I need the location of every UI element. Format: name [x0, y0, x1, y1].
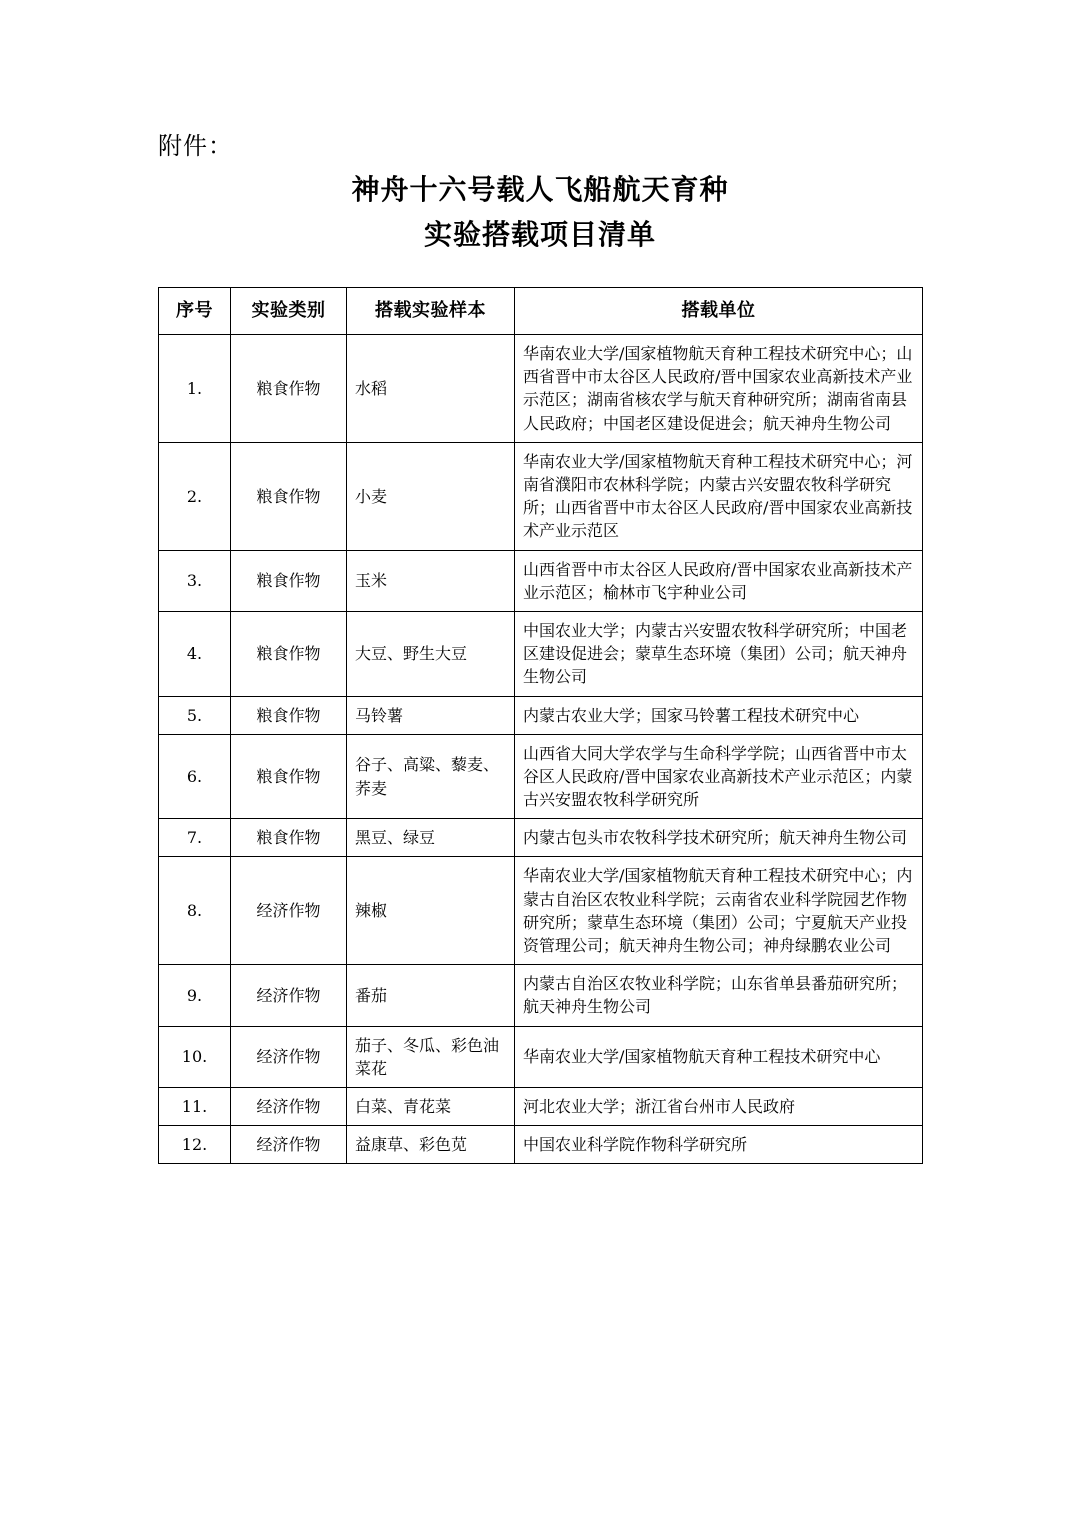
cell-unit: 中国农业科学院作物科学研究所 — [515, 1126, 923, 1164]
cell-index: 5. — [159, 696, 231, 734]
page-title-line-1: 神舟十六号载人飞船航天育种 — [351, 173, 729, 206]
cell-category: 经济作物 — [231, 1126, 347, 1164]
cell-sample: 番茄 — [347, 965, 515, 1026]
attachment-label: 附件： — [158, 132, 233, 160]
page-title-line-2: 实验搭载项目清单 — [423, 217, 656, 251]
table-row — [159, 442, 923, 550]
cell-index: 8. — [159, 857, 231, 965]
table-row — [159, 965, 923, 1026]
column-header-index: 序号 — [159, 288, 231, 335]
table-row — [159, 819, 923, 857]
cell-sample: 益康草、彩色苋 — [347, 1126, 515, 1164]
cell-sample: 大豆、野生大豆 — [347, 611, 515, 696]
cell-category: 粮食作物 — [231, 819, 347, 857]
cell-category: 经济作物 — [231, 965, 347, 1026]
column-header-category: 实验类别 — [231, 288, 347, 335]
cell-index: 4. — [159, 611, 231, 696]
cell-unit: 山西省大同大学农学与生命科学学院；山西省晋中市太谷区人民政府/晋中国家农业高新技术产业示范区；内蒙古兴安盟农牧科学研究所 — [515, 734, 923, 819]
cell-sample: 马铃薯 — [347, 696, 515, 734]
cell-unit: 华南农业大学/国家植物航天育种工程技术研究中心 — [515, 1026, 923, 1087]
column-header-unit: 搭载单位 — [515, 288, 923, 335]
table-row — [159, 550, 923, 611]
cell-category: 粮食作物 — [231, 696, 347, 734]
cell-index: 3. — [159, 550, 231, 611]
cell-category: 经济作物 — [231, 1026, 347, 1087]
cell-unit: 河北农业大学；浙江省台州市人民政府 — [515, 1087, 923, 1125]
cell-unit: 山西省晋中市太谷区人民政府/晋中国家农业高新技术产业示范区；榆林市飞宇种业公司 — [515, 550, 923, 611]
cell-category: 粮食作物 — [231, 335, 347, 443]
table-row — [159, 1126, 923, 1164]
cell-unit: 华南农业大学/国家植物航天育种工程技术研究中心；山西省晋中市太谷区人民政府/晋中国家农业高新技术产业示范区；湖南省核农学与航天育种研究所；湖南省南县人民政府；中国老区建设促进会；航天神舟生物公司 — [515, 335, 923, 443]
cell-unit: 内蒙古包头市农牧科学技术研究所；航天神舟生物公司 — [515, 819, 923, 857]
cell-index: 1. — [159, 335, 231, 443]
cell-index: 10. — [159, 1026, 231, 1087]
cell-unit: 中国农业大学；内蒙古兴安盟农牧科学研究所；中国老区建设促进会；蒙草生态环境（集团）公司；航天神舟生物公司 — [515, 611, 923, 696]
table-row — [159, 696, 923, 734]
cell-index: 12. — [159, 1126, 231, 1164]
cell-category: 粮食作物 — [231, 611, 347, 696]
cell-sample: 水稻 — [347, 335, 515, 443]
cell-sample: 玉米 — [347, 550, 515, 611]
cell-unit: 华南农业大学/国家植物航天育种工程技术研究中心；内蒙古自治区农牧业科学院；云南省农业科学院园艺作物研究所；蒙草生态环境（集团）公司；宁夏航天产业投资管理公司；航天神舟生物公司；神舟绿鹏农业公司 — [515, 857, 923, 965]
table-row — [159, 857, 923, 965]
cell-index: 2. — [159, 442, 231, 550]
table-row — [159, 611, 923, 696]
cell-sample: 黑豆、绿豆 — [347, 819, 515, 857]
cell-unit: 内蒙古自治区农牧业科学院；山东省单县番茄研究所；航天神舟生物公司 — [515, 965, 923, 1026]
cell-sample: 小麦 — [347, 442, 515, 550]
cell-index: 11. — [159, 1087, 231, 1125]
table-body — [159, 335, 923, 1164]
cell-unit: 内蒙古农业大学；国家马铃薯工程技术研究中心 — [515, 696, 923, 734]
table-row — [159, 734, 923, 819]
cell-sample: 白菜、青花菜 — [347, 1087, 515, 1125]
table-row — [159, 335, 923, 443]
cell-category: 经济作物 — [231, 857, 347, 965]
column-header-sample: 搭载实验样本 — [347, 288, 515, 335]
cell-index: 6. — [159, 734, 231, 819]
cell-sample: 辣椒 — [347, 857, 515, 965]
cell-sample: 谷子、高粱、藜麦、荞麦 — [347, 734, 515, 819]
cell-category: 粮食作物 — [231, 734, 347, 819]
cell-index: 7. — [159, 819, 231, 857]
cell-unit: 华南农业大学/国家植物航天育种工程技术研究中心；河南省濮阳市农林科学院；内蒙古兴安盟农牧科学研究所；山西省晋中市太谷区人民政府/晋中国家农业高新技术产业示范区 — [515, 442, 923, 550]
table-row — [159, 1026, 923, 1087]
cell-category: 经济作物 — [231, 1087, 347, 1125]
cell-category: 粮食作物 — [231, 442, 347, 550]
page-title — [158, 168, 922, 258]
table-row — [159, 1087, 923, 1125]
cell-index: 9. — [159, 965, 231, 1026]
table-header — [159, 288, 923, 335]
table-header-row — [159, 288, 923, 335]
cell-sample: 茄子、冬瓜、彩色油菜花 — [347, 1026, 515, 1087]
payload-list-table — [158, 287, 923, 1164]
cell-category: 粮食作物 — [231, 550, 347, 611]
